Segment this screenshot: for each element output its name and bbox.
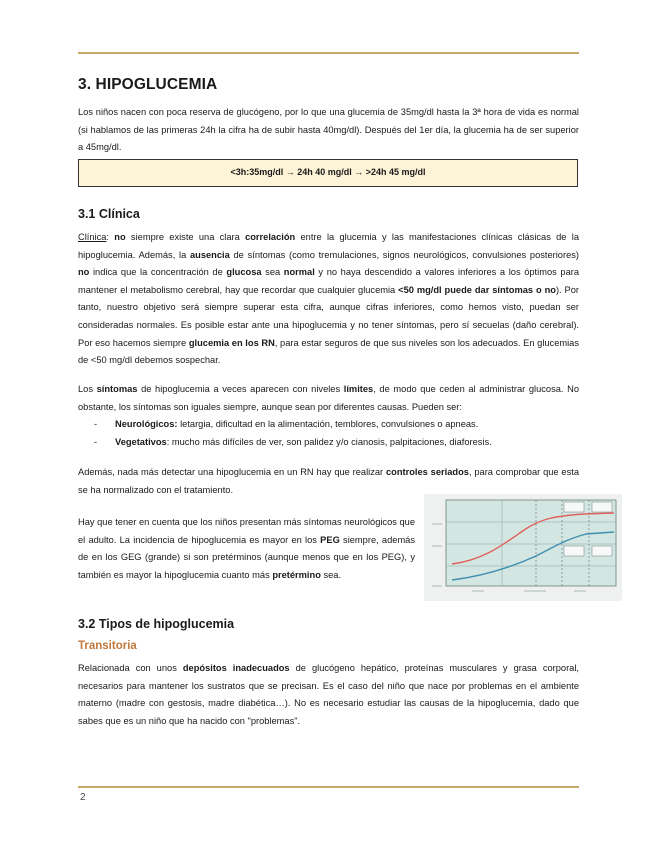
transitoria-paragraph: Relacionada con unos depósitos inadecuados de glucógeno hepático, proteínas musculares y grasa corporal, necesarios para mantener los sustratos que se precisan. Es el caso del niño que nace por problemas en el ambiente materno (madre con gestosis, madre diabética…). No es necesario estudiar las causas de la hipoglucemia, dado que sabes que es un niño que ha nacido con "problemas". (78, 663, 579, 726)
bottom-rule (78, 786, 579, 788)
top-rule (78, 52, 579, 54)
clinica-paragraph: Clínica: no siempre existe una clara correlación entre la glucemia y las manifestaciones clínicas clásicas de la hipoglucemia. Además, la ausencia de síntomas (como tremulaciones, signos neurológicos, convulsiones posteriores) no indica que la concentración de glucosa sea normal y no haya descendido a valores inferiores a los óptimos para mantener el metabolismo cerebral, hay que recordar que cualquier glucemia <50 mg/dl puede dar síntomas o no). Por tanto, nuestro objetivo será siempre superar esta cifra, aunque cifras inferiores, como hemos visto, puedan ser consideradas normales. Es posible estar ante una hipoglucemia y no tener síntomas, pero sí secuelas (daño cerebral). Por eso hacemos siempre glucemia en los RN, para estar seguros de que sus niveles son los adecuados. En glucemias de <50 mg/dl debemos sospechar. (78, 232, 580, 366)
transitoria-subheading: Transitoria (78, 640, 137, 652)
glucemia-thresholds-box: <3h:35mg/dl → 24h 40 mg/dl → >24h 45 mg/dl (78, 159, 578, 187)
tipos-heading: 3.2 Tipos de hipoglucemia (78, 617, 235, 631)
peg-paragraph: Hay que tener en cuenta que los niños presentan más síntomas neurológicos que el adulto. La incidencia de hipoglucemia es mayor en los PEG siempre, además de en los GEG (grande) si son pretérminos (aunque menos que en los PEG), y también es mayor la hipoglucemia cuanto más pretérmino sea. (78, 517, 416, 580)
list-item: - Vegetativos: mucho más difíciles de ver, son palidez y/o cianosis, palpitaciones, diaforesis. (94, 436, 492, 447)
glucemia-graph-svg (424, 494, 622, 601)
clinica-heading: 3.1 Clínica (78, 207, 140, 221)
controles-paragraph: Además, nada más detectar una hipoglucemia en un RN hay que realizar controles seriados, para comprobar que esta se ha normalizado con el tratamiento. (78, 467, 580, 495)
page-number: 2 (80, 792, 86, 803)
glucemia-graph-image (424, 494, 622, 601)
list-item: - Neurológicos: letargia, dificultad en la alimentación, temblores, convulsiones o apneas. (94, 419, 479, 429)
sintomas-paragraph: Los síntomas de hipoglucemia a veces aparecen con niveles límites, de modo que ceden al administrar glucosa. No obstante, los síntomas son iguales siempre, aunque sean por diferentes causas. Pueden ser: (78, 384, 579, 412)
section-title: 3. HIPOGLUCEMIA (78, 76, 218, 93)
sintomas-list (78, 416, 579, 451)
intro-paragraph: Los niños nacen con poca reserva de glucógeno, por lo que una glucemia de 35mg/dl hasta la 3ª hora de vida es normal (si hablamos de las primeras 24h la cifra ha de subir hasta 40mg/dl). Después del 1er día, la glucemia ha de ser superior a 45mg/dl. (78, 107, 579, 153)
